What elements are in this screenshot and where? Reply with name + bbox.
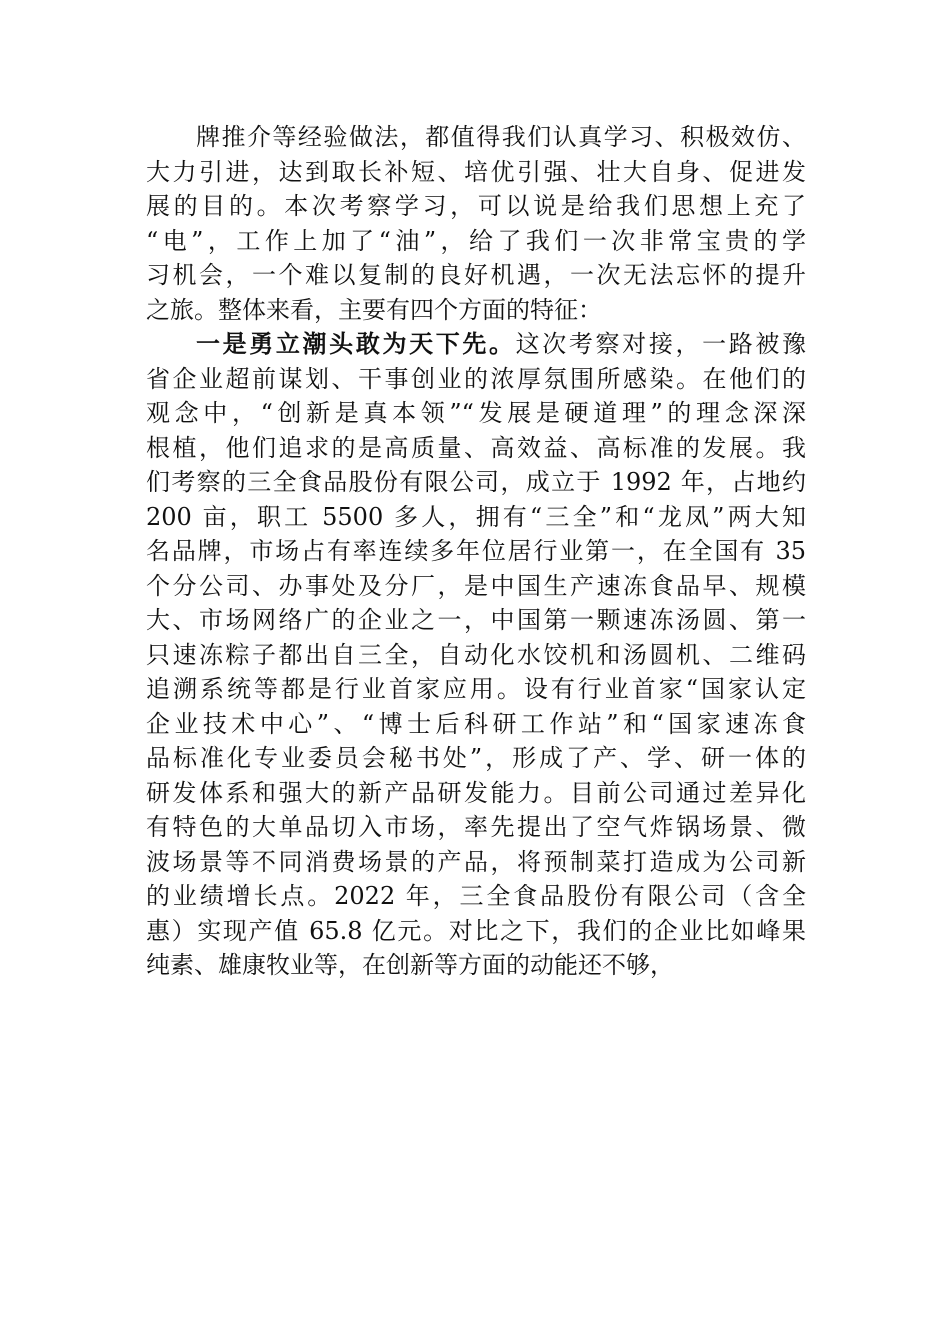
- paragraph-1-line: 大力引进，达到取长补短、培优引强、壮大自身、促进发: [146, 157, 806, 186]
- document-body: [146, 120, 806, 983]
- paragraph-2-line: 企业技术中心”、“博士后科研工作站”和“国家速冻食: [146, 709, 806, 738]
- paragraph-2-heading: 一是勇立潮头敢为天下先。: [196, 329, 516, 358]
- paragraph-2-line: 惠）实现产值 65.8 亿元。对比之下，我们的企业比如峰果: [146, 916, 806, 945]
- paragraph-2-line: 大、市场网络广的企业之一，中国第一颗速冻汤圆、第一: [146, 606, 806, 634]
- paragraph-2-line: 品标准化专业委员会秘书处”，形成了产、学、研一体的: [146, 744, 806, 772]
- paragraph-2-line: 们考察的三全食品股份有限公司，成立于 1992 年，占地约: [146, 468, 806, 496]
- paragraph-2-line: 波场景等不同消费场景的产品，将预制菜打造成为公司新: [146, 847, 806, 876]
- paragraph-1-line: 习机会，一个难以复制的良好机遇，一次无法忘怀的提升: [146, 261, 806, 289]
- paragraph-2-line: 有特色的大单品切入市场，率先提出了空气炸锅场景、微: [146, 813, 806, 841]
- paragraph-2-line: 纯素、雄康牧业等，在创新等方面的动能还不够，: [146, 951, 674, 979]
- paragraph-2-line: 个分公司、办事处及分厂，是中国生产速冻食品早、规模: [146, 571, 806, 600]
- paragraph-1-line: 之旅。整体来看，主要有四个方面的特征：: [146, 295, 602, 324]
- paragraph-2-line: 名品牌，市场占有率连续多年位居行业第一，在全国有 35: [146, 537, 806, 565]
- paragraph-1-line: “电”，工作上加了“油”，给了我们一次非常宝贵的学: [146, 226, 806, 255]
- paragraph-2-first-line: [146, 327, 806, 362]
- paragraph-2-line: 观念中，“创新是真本领”“发展是硬道理”的理念深深: [146, 399, 806, 427]
- paragraph-2-line: 追溯系统等都是行业首家应用。设有行业首家“国家认定: [146, 675, 806, 703]
- paragraph-1-line: 牌推介等经验做法，都值得我们认真学习、积极效仿、: [196, 123, 806, 151]
- paragraph-2-line: 研发体系和强大的新产品研发能力。目前公司通过差异化: [146, 778, 806, 807]
- paragraph-2-line: 省企业超前谋划、干事创业的浓厚氛围所感染。在他们的: [146, 364, 806, 393]
- paragraph-1-line: 展的目的。本次考察学习，可以说是给我们思想上充了: [146, 192, 806, 220]
- paragraph-2-line: 的业绩增长点。2022 年，三全食品股份有限公司（含全: [146, 882, 806, 910]
- paragraph-2-line: 根植，他们追求的是高质量、高效益、高标准的发展。我: [146, 433, 806, 462]
- paragraph-2-first-line-text: 这次考察对接，一路被豫: [515, 330, 807, 358]
- paragraph-2-line: 只速冻粽子都出自三全，自动化水饺机和汤圆机、二维码: [146, 640, 806, 669]
- paragraph-2-line: 200 亩，职工 5500 多人，拥有“三全”和“龙凤”两大知: [146, 502, 806, 531]
